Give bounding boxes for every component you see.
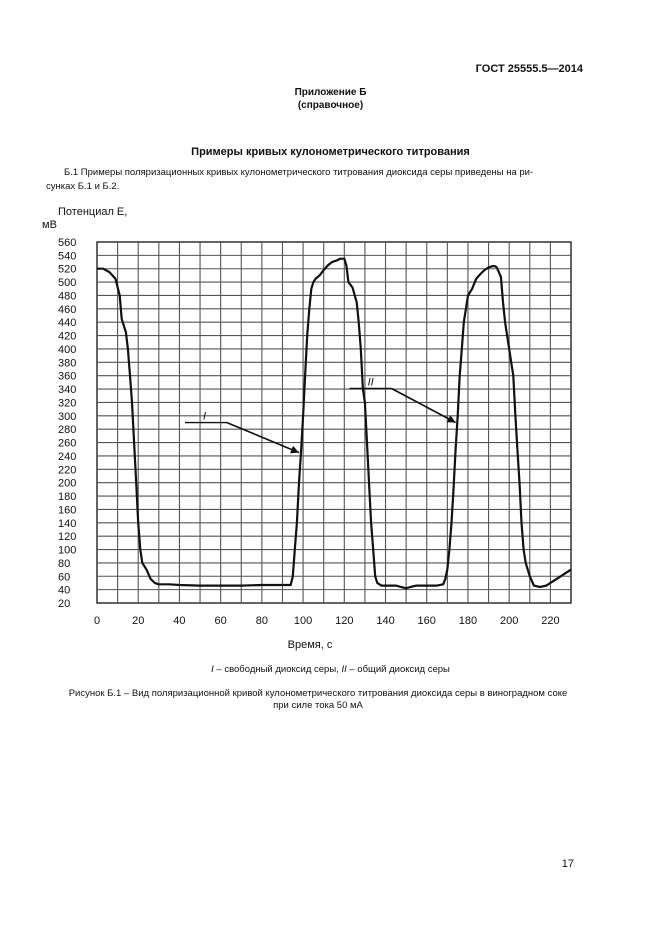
y-tick-label: 500 (58, 277, 77, 290)
y-tick-labels (58, 237, 76, 610)
y-tick-label: 540 (58, 250, 77, 263)
chart-grid (97, 242, 571, 603)
y-tick-label: 80 (58, 557, 71, 570)
y-tick-label: 560 (58, 237, 77, 249)
x-tick-label: 60 (214, 615, 227, 627)
y-tick-label: 320 (58, 397, 77, 410)
y-tick-label: 140 (58, 517, 77, 530)
x-tick-label: 160 (417, 615, 436, 627)
section-title: Примеры кривых кулонометрического титрования (191, 146, 470, 158)
legend-text-1: – свободный диоксид серы, (213, 664, 342, 675)
series-curve (97, 259, 571, 589)
annotation-arrow (227, 423, 299, 453)
annotations (185, 377, 456, 454)
legend-mark-2: II (341, 664, 347, 675)
caption-line-2: при силе тока 50 мА (273, 700, 363, 711)
plot-frame (97, 242, 571, 603)
y-tick-label: 100 (58, 544, 77, 557)
y-tick-label: 340 (58, 384, 77, 397)
x-tick-label: 0 (93, 615, 101, 627)
x-tick-label: 180 (458, 615, 478, 627)
annex-title: Приложение Б (294, 87, 367, 98)
annotation-label: I (202, 410, 207, 423)
page-number: 17 (561, 858, 574, 870)
y-axis-label: Потенциал Е, (58, 206, 128, 218)
x-tick-label: 140 (376, 615, 395, 627)
y-tick-label: 120 (58, 531, 77, 544)
y-tick-label: 280 (58, 424, 77, 437)
standard-number: ГОСТ 25555.5—2014 (475, 63, 583, 75)
y-tick-label: 160 (58, 504, 77, 517)
y-tick-label: 40 (58, 584, 71, 597)
x-tick-label: 20 (132, 615, 145, 627)
y-tick-label: 240 (58, 450, 77, 463)
x-axis-label: Время, с (287, 639, 333, 651)
annotation-label: II (367, 376, 374, 389)
annex-subtitle: (справочное) (297, 100, 364, 111)
x-tick-label: 120 (335, 615, 354, 627)
y-tick-label: 220 (58, 464, 77, 477)
x-tick-label: 100 (293, 615, 313, 627)
x-tick-label: 220 (541, 615, 560, 627)
y-tick-label: 480 (58, 290, 77, 303)
y-tick-label: 260 (58, 437, 77, 450)
legend-text-2: – общий диоксид серы (346, 664, 450, 675)
figure-legend (0, 664, 661, 675)
y-tick-label: 60 (58, 571, 71, 584)
x-tick-label: 80 (255, 615, 268, 627)
y-tick-label: 360 (58, 370, 77, 383)
paragraph-line-2: сунках Б.1 и Б.2. (46, 181, 120, 192)
y-tick-label: 200 (58, 477, 77, 490)
paragraph-line-1: Б.1 Примеры поляризационных кривых кулонометрического титрования диоксида серы приведены на ри- (64, 167, 534, 178)
caption-line-1: Рисунок Б.1 – Вид поляризационной кривой кулонометрического титрования диоксида серы в виноградном соке (68, 688, 568, 699)
x-tick-labels (94, 615, 560, 627)
y-tick-label: 380 (58, 357, 77, 370)
y-axis-unit: мВ (42, 219, 57, 231)
legend-mark-1: I (211, 664, 214, 675)
y-tick-label: 400 (58, 343, 77, 356)
annotation-arrow (392, 389, 456, 423)
y-tick-label: 180 (58, 491, 77, 504)
figure-caption (48, 688, 588, 712)
y-tick-label: 20 (58, 598, 71, 610)
y-tick-label: 440 (58, 317, 77, 330)
y-tick-label: 460 (58, 303, 77, 316)
x-tick-label: 40 (173, 615, 186, 627)
x-tick-label: 200 (499, 615, 519, 627)
y-tick-label: 520 (58, 263, 77, 276)
y-tick-label: 300 (58, 410, 77, 423)
y-tick-label: 420 (58, 330, 77, 343)
